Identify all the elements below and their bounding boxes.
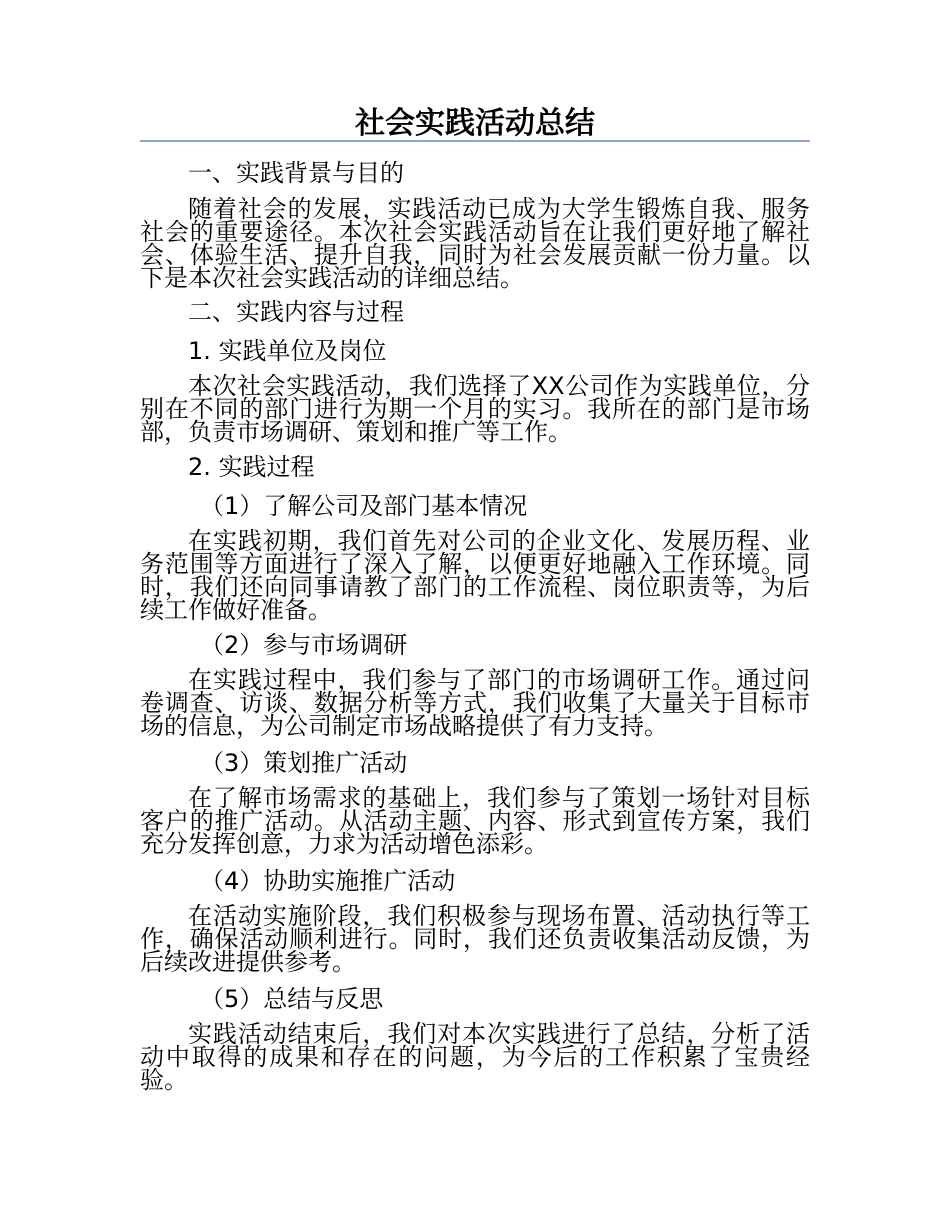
- section-heading: 2. 实践过程: [188, 453, 315, 481]
- document-title: 社会实践活动总结: [355, 106, 595, 141]
- paragraph: 在实践初期，我们首先对公司的企业文化、发展历程、业务范围等方面进行了深入了解，以便更好地融入工作环境。同时，我们还向同事请教了部门的工作流程、岗位职责等，为后续工作做好准备。: [140, 527, 810, 624]
- paragraph: 本次社会实践活动，我们选择了XX公司作为实践单位，分别在不同的部门进行为期一个月的实习。我所在的部门是市场部，负责市场调研、策划和推广等工作。: [140, 372, 810, 446]
- subsection-heading: （2）参与市场调研: [200, 631, 408, 659]
- section-heading: 一、实践背景与目的: [188, 159, 404, 187]
- section-heading: 二、实践内容与过程: [188, 298, 404, 326]
- paragraph: 实践活动结束后，我们对本次实践进行了总结，分析了活动中取得的成果和存在的问题，为今后的工作积累了宝贵经验。: [140, 1020, 810, 1094]
- subsection-heading: （3）策划推广活动: [200, 749, 408, 777]
- paragraph: 在活动实施阶段，我们积极参与现场布置、活动执行等工作，确保活动顺利进行。同时，我们还负责收集活动反馈，为后续改进提供参考。: [140, 902, 810, 976]
- paragraph: 随着社会的发展，实践活动已成为大学生锻炼自我、服务社会的重要途径。本次社会实践活动旨在让我们更好地了解社会、体验生活、提升自我，同时为社会发展贡献一份力量。以下是本次社会实践活动的详细总结。: [140, 195, 810, 292]
- section-heading: 1. 实践单位及岗位: [188, 337, 387, 365]
- subsection-heading: （5）总结与反思: [200, 985, 384, 1013]
- subsection-heading: （1）了解公司及部门基本情况: [200, 492, 528, 520]
- subsection-heading: （4）协助实施推广活动: [200, 867, 456, 895]
- title-underline: [140, 140, 810, 142]
- paragraph: 在实践过程中，我们参与了部门的市场调研工作。通过问卷调查、访谈、数据分析等方式，我们收集了大量关于目标市场的信息，为公司制定市场战略提供了有力支持。: [140, 666, 810, 740]
- paragraph: 在了解市场需求的基础上，我们参与了策划一场针对目标客户的推广活动。从活动主题、内容、形式到宣传方案，我们充分发挥创意，力求为活动增色添彩。: [140, 784, 810, 858]
